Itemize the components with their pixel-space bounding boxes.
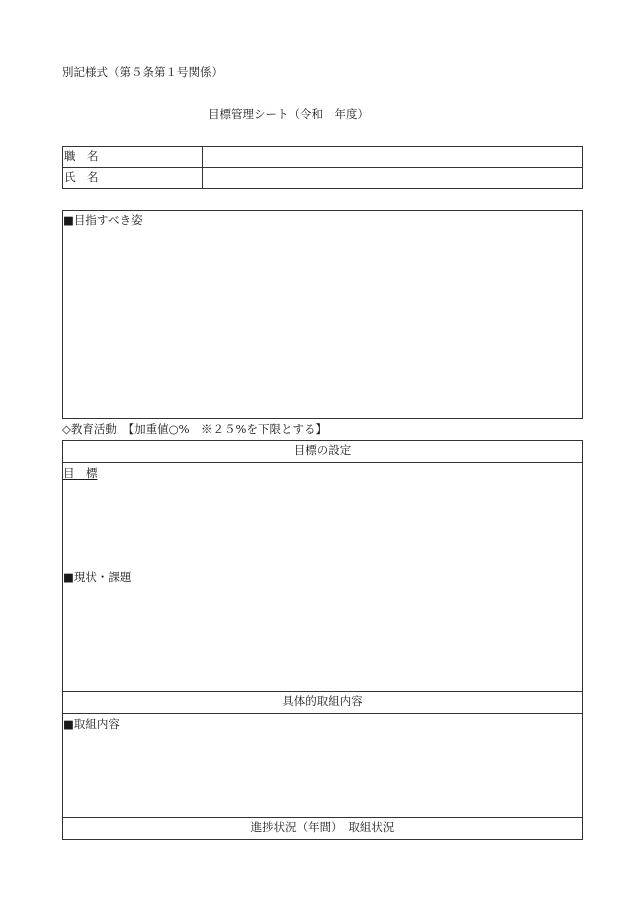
progress-header: 進捗状況（年間） 取組状況: [250, 820, 395, 834]
setting-header: 目標の設定: [293, 443, 352, 457]
position-field[interactable]: [204, 148, 581, 166]
content-area[interactable]: [63, 714, 582, 817]
target-label: 目 標: [63, 466, 98, 480]
sheet-title: 目標管理シート（令和 年度）: [208, 107, 369, 121]
status-label: ■現状・課題: [63, 570, 132, 584]
concrete-header: 具体的取組内容: [282, 694, 363, 708]
target-area[interactable]: [63, 463, 582, 691]
content-label: ■取組内容: [63, 717, 120, 731]
form-reference: 別記様式（第５条第１号関係）: [62, 65, 223, 79]
name-label: 氏 名: [64, 170, 99, 184]
activity-header: ◇教育活動 【加重値○% ※２５%を下限とする】: [62, 422, 327, 436]
name-field[interactable]: [204, 169, 581, 187]
goal-label: ■目指すべき姿: [63, 213, 143, 227]
position-label: 職 名: [64, 149, 99, 163]
